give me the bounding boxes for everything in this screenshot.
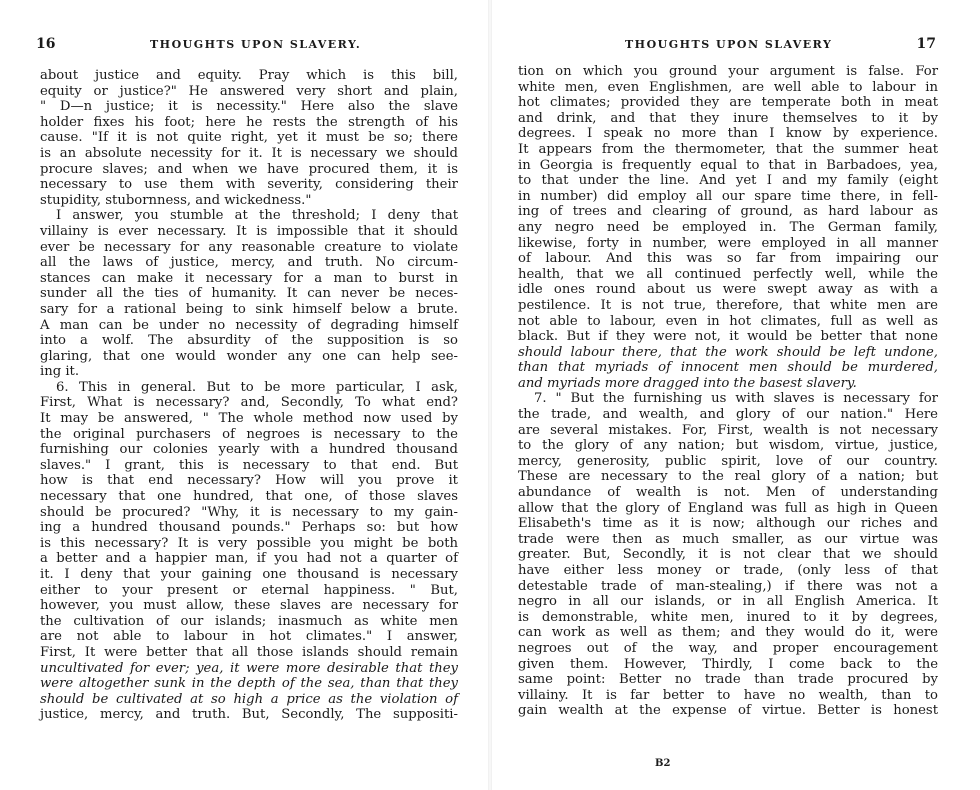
text-line: to that under the line. And yet I and my family (eight <box>518 173 938 189</box>
text-line: it. I deny that your gaining one thousand is necessary <box>40 567 458 582</box>
text-line: the cultivation of our islands; inasmuch as white men <box>40 613 458 629</box>
text-line: health, that we all continued perfectly well, while the <box>518 266 938 282</box>
text-line: glaring, that one would wonder any one can help see- <box>40 348 458 364</box>
text-line: given them. However, Thirdly, I come back to the <box>518 656 938 672</box>
text-line: how is that end necessary? How will you prove it <box>40 473 458 489</box>
text-line: greater. But, Secondly, it is not clear that we should <box>518 547 938 563</box>
text-line: degrees. I speak no more than I know by experience. <box>518 126 938 142</box>
text-line: were altogether sunk in the depth of the sea, than that they <box>40 676 458 692</box>
text-line: gain wealth at the expense of virtue. Better is honest <box>518 703 938 719</box>
text-line: negroes out of the way, and proper encouragement <box>518 640 938 656</box>
text-line: detestable trade of man-stealing,) if there was not a <box>518 578 938 594</box>
page-number: 16 <box>36 36 56 52</box>
page-number: 17 <box>916 36 936 52</box>
text-line: 7. " But the furnishing us with slaves is necessary for <box>534 391 938 407</box>
text-line: in number) did employ all our spare time there, in fell- <box>518 188 938 204</box>
text-line: should be procured? "Why, it is necessary to my gain- <box>40 504 458 520</box>
text-line: pestilence. It is not true, therefore, that white men are <box>518 297 938 313</box>
text-line: either to your present or eternal happiness. " But, <box>40 582 458 598</box>
text-line: First, What is necessary? and, Secondly, To what end? <box>40 395 458 411</box>
text-line: First, It were better that all those islands should remain <box>40 644 458 660</box>
text-line: procure slaves; and when we have procured them, it is <box>40 161 458 177</box>
text-line: holder fixes his foot; here he rests the strength of his <box>40 114 458 130</box>
text-line: " D—n justice; it is necessity." Here also the slave <box>40 99 458 115</box>
text-line: into a wolf. The absurdity of the supposition is so <box>40 333 458 349</box>
page-body <box>40 68 458 723</box>
text-line: to the glory of any nation; but wisdom, virtue, justice, <box>518 438 938 454</box>
text-line: ing of trees and clearing of ground, as hard labour as <box>518 204 938 220</box>
text-line: are several mistakes. For, First, wealth is not necessary <box>518 422 938 438</box>
page-body <box>518 64 938 719</box>
text-line: uncultivated for ever; yea, it were more desirable that they <box>40 660 458 676</box>
text-line: tion on which you ground your argument is false. For <box>518 64 938 79</box>
text-line: about justice and equity. Pray which is this bill, <box>40 68 458 83</box>
text-line: I answer, you stumble at the threshold; I deny that <box>56 208 458 224</box>
text-line: is an absolute necessity for it. It is necessary we should <box>40 145 458 161</box>
text-line: of labour. And this was so far from impairing our <box>518 251 938 267</box>
text-line: are not able to labour in hot climates." I answer, <box>40 629 458 645</box>
text-line: equity or justice?" He answered very short and plain, <box>40 83 458 99</box>
text-line: furnishing our colonies yearly with a hundred thousand <box>40 442 458 458</box>
text-line: villainy. It is far better to have no wealth, than to <box>518 687 938 703</box>
text-line: slaves." I grant, this is necessary to that end. But <box>40 457 458 473</box>
text-line: These are necessary to the real glory of a nation; but <box>518 469 938 485</box>
text-line: hot climates; provided they are temperate both in meat <box>518 95 938 111</box>
text-line: mercy, generosity, public spirit, love of our country. <box>518 453 938 469</box>
text-line: is this necessary? It is very possible you might be both <box>40 535 458 551</box>
text-line: can work as well as them; and they would do it, were <box>518 625 938 641</box>
text-line: the original purchasers of negroes is necessary to the <box>40 426 458 442</box>
text-line: ing it. <box>40 364 80 380</box>
text-line: than that myriads of innocent men should be murdered, <box>518 360 938 376</box>
text-line: idle ones round about us were swept away as with a <box>518 282 938 298</box>
text-line: ever be necessary for any reasonable creature to violate <box>40 239 458 255</box>
text-line: however, you must allow, these slaves are necessary for <box>40 598 458 614</box>
text-line: in Georgia is frequently equal to that in Barbadoes, yea, <box>518 157 938 173</box>
text-line: not able to labour, even in hot climates, full as well as <box>518 313 938 329</box>
text-line: and myriads more dragged into the basest slavery. <box>518 375 857 391</box>
text-line: trade were then as much smaller, as our virtue was <box>518 531 938 547</box>
text-line: necessary that one hundred, that one, of those slaves <box>40 489 458 505</box>
text-line: have either less money or trade, (only less of that <box>518 563 938 578</box>
text-line: A man can be under no necessity of degrading himself <box>40 317 458 333</box>
signature-mark: B2 <box>655 758 671 769</box>
text-line: a better and a happier man, if you had not a quarter of <box>40 551 458 567</box>
text-line: likewise, forty in number, were employed in all manner <box>518 235 938 251</box>
text-line: sary for a rational being to sink himself below a brute. <box>40 301 458 317</box>
text-line: any negro need be employed in. The German family, <box>518 219 938 235</box>
text-line: Elisabeth's time as it is now; although our riches and <box>518 516 938 532</box>
running-head: THOUGHTS UPON SLAVERY. <box>150 38 362 51</box>
text-line: all the laws of justice, mercy, and truth. No circum- <box>40 255 458 271</box>
text-line: cause. "If it is not quite right, yet it must be so; there <box>40 130 458 146</box>
text-line: stances can make it necessary for a man to burst in <box>40 270 458 286</box>
text-line: ing a hundred thousand pounds." Perhaps so: but how <box>40 520 458 536</box>
text-line: should be cultivated at so high a price as the violation of <box>40 691 458 707</box>
right-page <box>490 0 980 790</box>
text-line: 6. This in general. But to be more particular, I ask, <box>56 379 458 395</box>
text-line: black. But if they were not, it would be better that none <box>518 329 938 345</box>
text-line: justice, mercy, and truth. But, Secondly, The suppositi- <box>40 707 458 723</box>
text-line: sunder all the ties of humanity. It can never be neces- <box>40 286 458 302</box>
text-line: allow that the glory of England was full as high in Queen <box>518 500 938 516</box>
text-line: the trade, and wealth, and glory of our nation." Here <box>518 407 938 423</box>
text-line: white men, even Englishmen, are well able to labour in <box>518 79 938 95</box>
text-line: and drink, and that they inure themselves to it by <box>518 110 938 126</box>
text-line: villainy is ever necessary. It is impossible that it should <box>40 223 458 239</box>
text-line: It may be answered, " The whole method now used by <box>40 411 458 427</box>
running-head: THOUGHTS UPON SLAVERY <box>625 38 833 51</box>
text-line: should labour there, that the work should be left undone, <box>518 344 938 360</box>
text-line: abundance of wealth is not. Men of understanding <box>518 485 938 501</box>
text-line: negro in all our islands, or in all English America. It <box>518 594 938 610</box>
text-line: necessary to use them with severity, considering their <box>40 177 458 193</box>
text-line: is demonstrable, white men, inured to it by degrees, <box>518 609 938 625</box>
text-line: It appears from the thermometer, that the summer heat <box>518 141 938 157</box>
text-line: stupidity, stubornness, and wickedness." <box>40 192 312 208</box>
text-line: same point: Better no trade than trade procured by <box>518 672 938 688</box>
